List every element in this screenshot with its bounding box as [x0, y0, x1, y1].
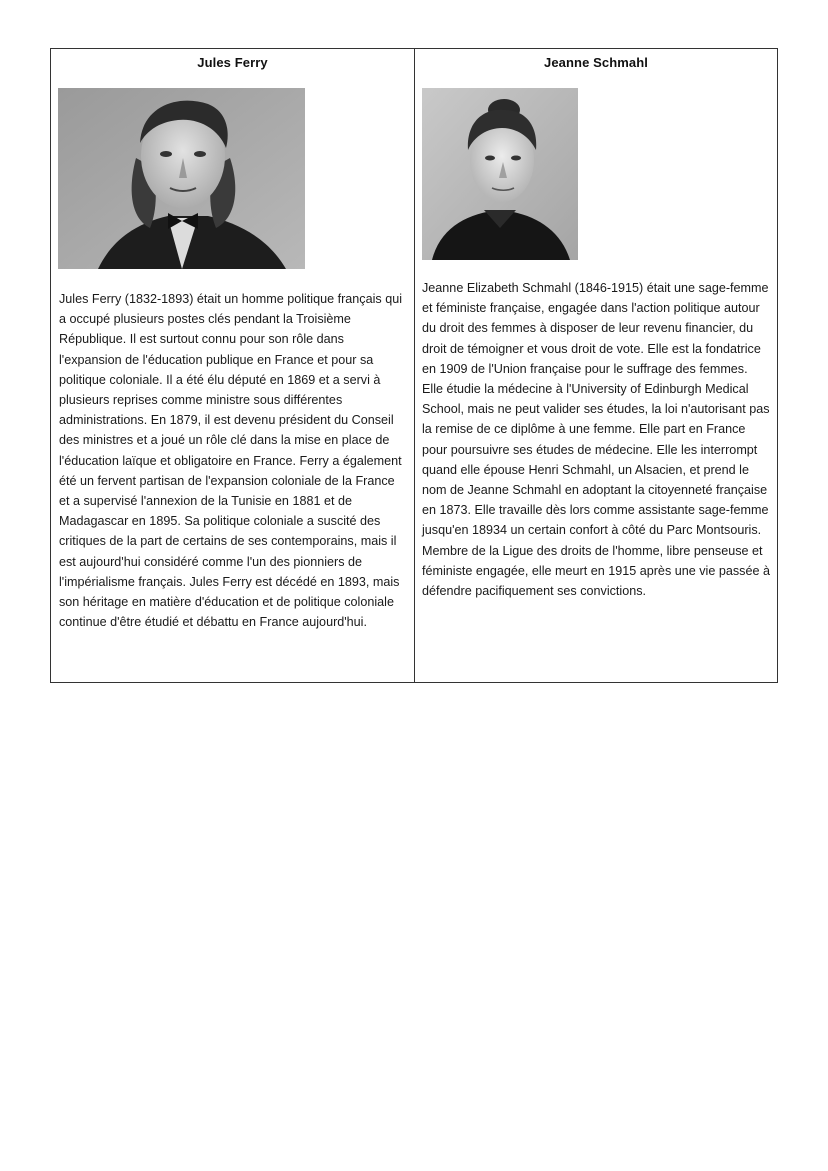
- portrait-photo-man-icon: [58, 88, 305, 269]
- column-title-jules-ferry: Jules Ferry: [197, 55, 268, 70]
- comparison-table: [50, 48, 778, 683]
- table-cell-jules-ferry: [51, 49, 415, 682]
- column-title-jeanne-schmahl: Jeanne Schmahl: [544, 55, 648, 70]
- bio-text-jules-ferry: Jules Ferry (1832-1893) était un homme politique français qui a occupé plusieurs postes clés pendant la Troisième République. Il est surtout connu pour son rôle dans l'expansion de l'éducation publique en France et pour sa politique coloniale. Il a été élu député en 1869 et a servi à plusieurs reprises comme ministre sous différentes administrations. En 1879, il est devenu président du Conseil des ministres et a joué un rôle clé dans la mise en place de l'éducation laïque et obligatoire en France. Ferry a également été un fervent partisan de l'expansion coloniale de la France et a supervisé l'annexion de la Tunisie en 1881 et de Madagascar en 1895. Sa politique coloniale a suscité des critiques de la part de certains de ses contemporains, mais il est aujourd'hui considéré comme l'un des pionniers de l'impérialisme français. Jules Ferry est décédé en 1893, mais son héritage en matière d'éducation et de politique coloniale continue d'être étudié et débattu en France aujourd'hui.: [59, 292, 403, 630]
- table-cell-jeanne-schmahl: [415, 49, 777, 682]
- bio-text-jeanne-schmahl: Jeanne Elizabeth Schmahl (1846-1915) était une sage-femme et féministe française, engagée dans l'action politique autour du droit des femmes à disposer de leur revenu financier, du droit de témoigner et vous droit de vote. Elle est la fondatrice en 1909 de l'Union française pour le suffrage des femmes. Elle étudie la médecine à l'University of Edinburgh Medical School, mais ne peut valider ses études, la loi n'autorisant pas la remise de ce diplôme à une femme. Elle part en France pour poursuivre ses études de médecine. Elle les interrompt quand elle épouse Henri Schmahl, un Alsacien, et prend le nom de Jeanne Schmahl en adoptant la citoyenneté française en 1873. Elle travaille dès lors comme assistante sage-femme jusqu'en 18934 un certain confort à côté du Parc Montsouris. Membre de la Ligue des droits de l'homme, libre penseuse et féministe engagée, elle meurt en 1915 après une vie passée à défendre pacifiquement ses convictions.: [422, 281, 770, 599]
- portrait-photo-woman-icon: [422, 88, 578, 260]
